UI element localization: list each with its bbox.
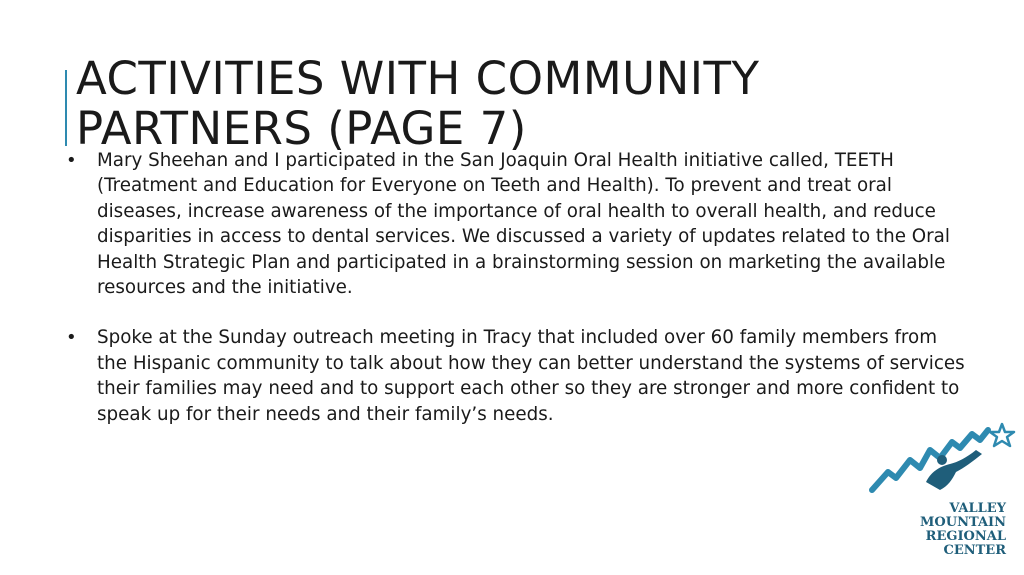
logo-line: VALLEY — [949, 501, 1006, 516]
bullet-text: Spoke at the Sunday outreach meeting in Tracy that included over 60 family members from the Hispanic community to talk about how they can better understand the systems of services their families may need and to support each other so they are stronger and more confident to speak up for their needs and their family’s needs. — [97, 327, 965, 425]
bullet-marker: • — [66, 150, 77, 171]
logo-line: REGIONAL — [925, 529, 1006, 544]
bullet-marker: • — [66, 327, 77, 349]
organization-logo — [868, 420, 1018, 570]
slide-title-line-2: PARTNERS (PAGE 7) — [76, 102, 527, 155]
logo-text — [886, 502, 1006, 558]
slide-title — [76, 54, 760, 154]
logo-line: CENTER — [943, 543, 1006, 558]
bullet-item — [66, 148, 966, 300]
title-accent-line — [65, 70, 67, 146]
logo-line: MOUNTAIN — [920, 515, 1006, 530]
bullet-text: Mary Sheehan and I participated in the San Joaquin Oral Health initiative called, TEETH (Treatment and Education for Everyone on Teeth and Health). To prevent and treat oral diseases, increase awareness of the importance of oral health to overall health, and reduce disparities in access to dental services. We discussed a variety of updates related to the Oral Health Strategic Plan and participated in a brainstorming session on marketing the available resources and the initiative. — [97, 150, 950, 299]
bullet-item — [66, 325, 966, 427]
bullet-list — [66, 148, 966, 452]
slide-title-line-1: ACTIVITIES WITH COMMUNITY — [76, 52, 760, 105]
logo-mountain-icon — [868, 420, 1018, 500]
